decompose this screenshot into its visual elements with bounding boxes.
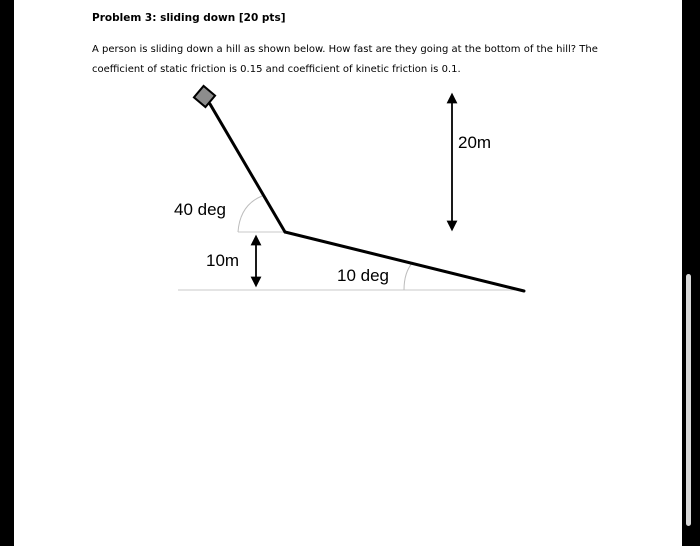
lower-angle-arc <box>404 262 413 290</box>
problem-statement-line-1: A person is sliding down a hill as shown below. How fast are they going at the bottom of the hill? The <box>92 44 598 55</box>
person-block <box>194 86 215 107</box>
problem-title: Problem 3: sliding down [20 pts] <box>92 12 286 24</box>
drop-label: 10m <box>206 251 240 270</box>
vertical-scrollbar[interactable] <box>686 274 691 526</box>
upper-angle-arc <box>238 196 262 232</box>
upper-angle-label: 40 deg <box>174 200 226 219</box>
height-label: 20m <box>458 133 492 152</box>
problem-statement-line-2: coefficient of static friction is 0.15 and coefficient of kinetic friction is 0.1. <box>92 64 461 75</box>
lower-angle-label: 10 deg <box>337 266 389 285</box>
